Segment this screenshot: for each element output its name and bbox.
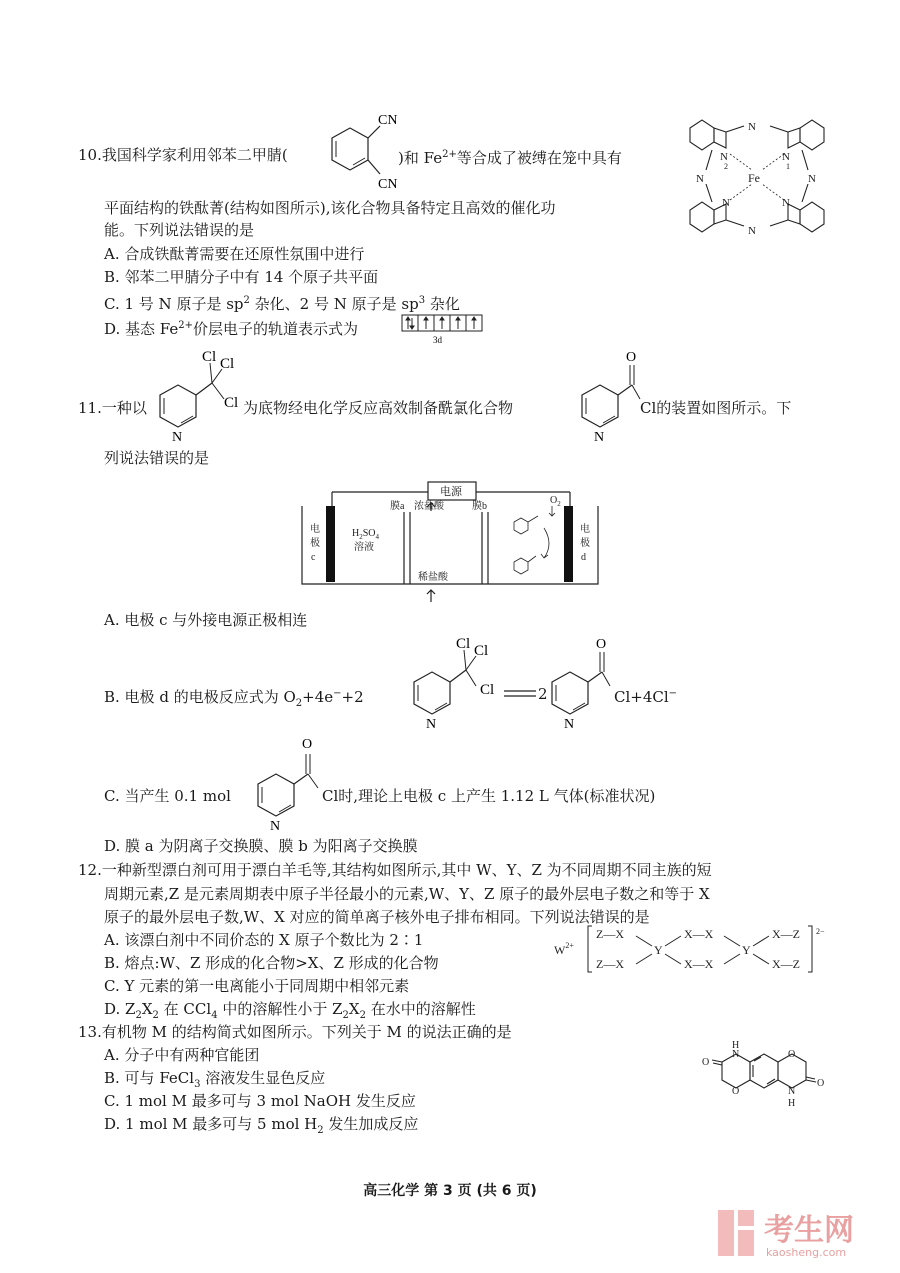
q11-option-c-start: C. 当产生 0.1 mol (104, 787, 231, 805)
ring-n-bottom: N (748, 225, 756, 237)
o-label: O (596, 637, 607, 652)
q12-option-d: D. $Z_2X_2$ 在 CCl$_4$ 中的溶解性小于 $Z_2X_2$ 在水中的溶解性 (104, 1000, 476, 1021)
electrode-c-char-1: 电 (310, 524, 320, 535)
compound-m-structure (700, 1040, 828, 1112)
kaosheng-logo (714, 1204, 884, 1262)
q11-option-b-coeff: 2 (538, 685, 548, 703)
cl-label: Cl (480, 682, 495, 698)
electrode-c-char-2: 极 (310, 538, 320, 549)
q10-line1: 10.我国科学家利用邻苯二甲腈( (78, 146, 288, 164)
w-label: $W^{2+}$ (554, 941, 574, 957)
ring-n-bl: N (722, 197, 730, 209)
substrate-structure (150, 345, 245, 445)
o-label: O (626, 350, 637, 365)
q11-line1-start: 11.一种以 (78, 399, 147, 417)
reactant-structure-b (408, 632, 504, 732)
o-top-right: O (788, 1049, 796, 1060)
q13-option-b: B. 可与 FeCl$_3$ 溶液发生显色反应 (104, 1069, 326, 1090)
q11-option-c-end: Cl时,理论上电极 c 上产生 1.12 L 气体(标准状况) (322, 787, 656, 805)
q12-line3: 原子的最外层电子数,W、X 对应的简单离子核外电子排布相同。下列说法错误的是 (104, 908, 650, 926)
membrane-b-label: 膜b (472, 501, 487, 512)
ring-n-top: N (748, 121, 756, 133)
q12-option-c: C. Y 元素的第一电离能小于同周期中相邻元素 (104, 977, 410, 995)
n-label: N (564, 717, 575, 732)
cl-label: Cl (220, 356, 235, 372)
electrode-c-bar (326, 506, 335, 582)
n-label: N (426, 717, 437, 732)
iron-phthalocyanine-structure (682, 108, 832, 248)
n-label: N (270, 819, 281, 834)
zx-top: Z—X (596, 927, 624, 941)
ring-n2: N (720, 151, 728, 163)
xx-top: X—X (684, 927, 714, 941)
q12-option-a: A. 该漂白剂中不同价态的 X 原子个数比为 2∶1 (104, 931, 424, 949)
q11-line2: 列说法错误的是 (104, 449, 210, 467)
q12-option-b: B. 熔点:W、Z 形成的化合物>X、Z 形成的化合物 (104, 954, 439, 972)
ion-charge: 2− (816, 927, 825, 936)
ring-n-right: N (808, 173, 816, 185)
label-2: 2 (724, 162, 728, 171)
q12-line1: 12.一种新型漂白剂可用于漂白羊毛等,其结构如图所示,其中 W、Y、Z 为不同周期不同主族的短 (78, 861, 712, 879)
product-structure-c (252, 734, 324, 834)
q12-line2: 周期元素,Z 是元素周期表中原子半径最小的元素,W、Y、Z 原子的最外层电子数之和等于 X (104, 885, 710, 903)
cl-label: Cl (224, 395, 239, 411)
acyl-chloride-structure (578, 345, 658, 445)
page-footer: 高三化学 第 3 页 (共 6 页) (363, 1183, 537, 1199)
y-right: Y (742, 943, 751, 957)
electrode-d-char-1: 电 (580, 524, 590, 535)
electrode-c-char-3: c (311, 552, 316, 563)
ring-n-br: N (782, 197, 790, 209)
q11-option-a: A. 电极 c 与外接电源正极相连 (104, 611, 308, 629)
o-right: O (817, 1078, 825, 1089)
dil-hcl-label: 稀盐酸 (418, 572, 448, 583)
electrolysis-apparatus (298, 472, 604, 604)
q10-line3: 能。下列说法错误的是 (104, 221, 255, 239)
o2-label: $O_2$ (550, 495, 561, 508)
h2so4-label: $H_2SO_4$ (352, 528, 380, 541)
h-bottom: H (788, 1098, 796, 1109)
q10-number: 10. (78, 146, 102, 164)
electrode-d-char-3: d (581, 552, 586, 563)
q13-option-d: D. 1 mol M 最多可与 5 mol $H_2$ 发生加成反应 (104, 1115, 419, 1136)
q10-option-a: A. 合成铁酞菁需要在还原性氛围中进行 (104, 245, 365, 263)
h-top: H (732, 1040, 740, 1051)
watermark-en: kaosheng.com (766, 1246, 847, 1259)
orbital-3d-label: 3d (433, 335, 442, 345)
ring-n-left: N (696, 173, 704, 185)
product-structure-b (548, 632, 618, 732)
o-left: O (702, 1057, 710, 1068)
ring-n1: N (782, 151, 790, 163)
electrode-d-bar (564, 506, 573, 582)
o-label: O (302, 737, 313, 752)
cn-bottom-label: CN (378, 177, 398, 192)
q10-line1-cont: )和 $Fe^{2+}$等合成了被缚在笼中具有 (398, 149, 622, 167)
membrane-a-label: 膜a (390, 501, 405, 512)
cn-top-label: CN (378, 113, 398, 128)
o-bottom-left: O (732, 1086, 740, 1097)
q10-option-d: D. 基态 $Fe^{2+}$价层电子的轨道表示式为 (104, 320, 359, 338)
q13-line1: 13.有机物 M 的结构简式如图所示。下列关于 M 的说法正确的是 (78, 1023, 512, 1041)
q11-option-b-start: B. 电极 d 的电极反应式为 $O_2+4e^-+2$ (104, 688, 364, 709)
xz-top: X—Z (772, 927, 800, 941)
xx-bottom: X—X (684, 957, 714, 971)
fe-center: Fe (748, 171, 760, 185)
bleach-structure (552, 922, 830, 978)
q11-number: 11. (78, 399, 102, 417)
orbital-diagram (400, 312, 490, 346)
q12-number: 12. (78, 861, 102, 879)
n-top: N (732, 1049, 740, 1060)
q11-option-b-end: Cl+4Cl− (614, 688, 678, 706)
n-label: N (172, 430, 183, 445)
electrode-d-char-2: 极 (580, 538, 590, 549)
cl-label: Cl (202, 349, 217, 365)
q10-option-b: B. 邻苯二甲腈分子中有 14 个原子共平面 (104, 268, 379, 286)
q11-line1-mid: 为底物经电化学反应高效制备酰氯化合物 (243, 399, 514, 417)
solution-label: 溶液 (354, 542, 374, 553)
xz-bottom: X—Z (772, 957, 800, 971)
q10-line2: 平面结构的铁酞菁(结构如图所示),该化合物具备特定且高效的催化功 (104, 199, 556, 217)
zx-bottom: Z—X (596, 957, 624, 971)
label-1: 1 (786, 162, 790, 171)
equals-sign (502, 688, 538, 700)
q10-option-c: C. 1 号 N 原子是 $sp^2$ 杂化、2 号 N 原子是 $sp^3$ 杂化 (104, 295, 460, 313)
q13-option-a: A. 分子中有两种官能团 (104, 1046, 260, 1064)
power-label: 电源 (440, 486, 462, 498)
q11-line1-end: Cl的装置如图所示。下 (640, 399, 792, 417)
n-bottom: N (788, 1086, 796, 1097)
watermark-cn: 考生网 (764, 1213, 854, 1248)
q13-number: 13. (78, 1023, 102, 1041)
y-left: Y (654, 943, 663, 957)
conc-hcl-label: 浓盐酸 (414, 501, 444, 512)
n-label: N (594, 430, 605, 445)
cl-label: Cl (474, 643, 489, 659)
cl-label: Cl (456, 636, 471, 652)
q13-option-c: C. 1 mol M 最多可与 3 mol NaOH 发生反应 (104, 1092, 416, 1110)
q11-option-d: D. 膜 a 为阴离子交换膜、膜 b 为阳离子交换膜 (104, 837, 418, 855)
